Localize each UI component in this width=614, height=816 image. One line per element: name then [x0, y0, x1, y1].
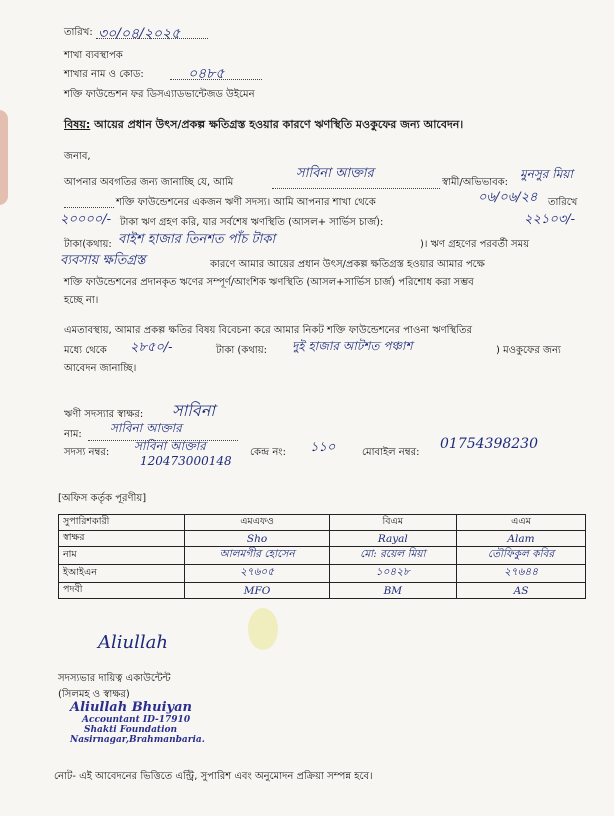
ein-mfo: ২৭৬০৫ — [185, 565, 329, 583]
table-row — [59, 531, 586, 547]
ein-am: ২৭৬৪৪ — [457, 565, 586, 583]
body-line1-b: স্বামী/অভিভাবক: — [442, 177, 509, 188]
body-line5-a: কারণে আমার আয়ের প্রধান উৎস/প্রকল্প ক্ষতিগ্রস্ত হওয়ার আমার পক্ষে — [210, 259, 485, 270]
signature-mfo: Sho — [185, 531, 329, 547]
date-label: তারিখ: — [64, 27, 93, 38]
accountant-title: সদস্যভার দায়িত্ব একাউন্টেন্ট — [58, 673, 171, 684]
stamp-line2: Accountant ID-17910 — [82, 715, 191, 725]
table-row — [59, 565, 586, 583]
mobile-label: মোবাইল নম্বর: — [362, 447, 420, 458]
signature-bm: Rayal — [329, 531, 456, 547]
date-value: ৩০/০৪/২০২৫ — [98, 26, 181, 42]
lead-line — [64, 207, 114, 208]
header-mfo: এমএফও — [185, 515, 329, 531]
mobile-value: 01754398230 — [440, 436, 538, 452]
para2-line2-a: মধ্যে থেকে — [64, 345, 107, 356]
stamp-name: Aliullah Bhuiyan — [70, 700, 192, 715]
body-line2-b: তারিখে — [548, 197, 578, 208]
table-row — [59, 547, 586, 565]
balance-words-hand: বাইশ হাজার তিনশত পাঁচ টাকা — [118, 232, 276, 247]
para2-line2-c: ) মওকুফের জন্য — [496, 345, 561, 356]
subject-line — [64, 116, 463, 135]
office-caption: [অফিস কর্তৃক পূরণীয়] — [58, 493, 147, 504]
guardian-name-hand: মুনসুর মিয়া — [520, 167, 573, 181]
center-label: কেন্দ্র নং: — [250, 447, 286, 458]
name-bm: মো: রয়েল মিয়া — [329, 547, 456, 565]
loan-amount-hand: ২০০০০/- — [60, 212, 112, 227]
signature-am: Alam — [457, 531, 586, 547]
header-bm: বিএম — [329, 515, 456, 531]
branch-code: ০৪৮৫ — [188, 66, 225, 82]
header-am: এএম — [457, 515, 586, 531]
header-recommender: সুপারিশকারী — [59, 515, 185, 531]
designation-am: AS — [457, 583, 586, 599]
para2-line3: আবেদন জানাচ্ছি। — [64, 363, 137, 374]
para2-line2-b: টাকা (কথায়: — [216, 345, 267, 356]
paper-stain — [248, 608, 278, 650]
accountant-signature: Aliullah — [98, 632, 168, 653]
finger-shadow — [0, 110, 8, 205]
body-line3-a: টাকা ঋণ গ্রহণ করি, যার সর্বশেষ ঋণস্থিতি (আসল+ সার্ভিস চার্জ): — [120, 217, 384, 228]
branch-label: শাখার নাম ও কোড: — [64, 69, 144, 80]
stamp-line4: Nasirnagar,Brahmanbaria. — [70, 735, 205, 745]
row-label: নাম — [59, 547, 185, 565]
name-am: তৌফিকুল কবির — [457, 547, 586, 565]
reason-hand: ব্যবসায় ক্ষতিগ্রস্ত — [60, 253, 146, 268]
ein-bm: ১০৪২৮ — [329, 565, 456, 583]
member-name-value: সাবিনা আক্তার — [110, 421, 182, 435]
designation-mfo: MFO — [185, 583, 329, 599]
member-sig-label: ঋণী সদস্যার স্বাক্ষর: — [64, 409, 144, 420]
office-table — [58, 514, 586, 599]
row-label: ইআইএন — [59, 565, 185, 583]
para2-line1: এমতাবস্থায়, আমার প্রকল্প ক্ষতির বিষয় বিবেচনা করে আমার নিকট শক্তি ফাউন্ডেশনের পাওনা ঋণস্থিতির — [64, 325, 473, 336]
body-line2-a: শক্তি ফাউন্ডেশনের একজন ঋণী সদস্য। আমি আপনার শাখা থেকে — [116, 197, 376, 208]
loan-date-hand: ০৬/০৬/২৪ — [478, 190, 538, 205]
org-name: শক্তি ফাউন্ডেশন ফর ডিসএ্যাডভান্টেজড উইমেন — [64, 89, 255, 100]
center-value: ১১০ — [310, 440, 336, 455]
designation-bm: BM — [329, 583, 456, 599]
body-line4-a: টাকা(কথায়: — [64, 239, 112, 250]
subject-text: আয়ের প্রধান উৎস/প্রকল্প ক্ষতিগ্রস্ত হওয়ার কারণে ঋণস্থিতি মওকুফের জন্য আবেদন। — [94, 118, 464, 131]
note: নোট- এই আবেদনের ভিত্তিতে এন্ট্রি, সুপারিশ এবং অনুমোদন প্রক্রিয়া সম্পন্ন হবে। — [54, 771, 373, 782]
subject-label: বিষয়: — [64, 118, 91, 131]
row-label: স্বাক্ষর — [59, 531, 185, 547]
salutation: জনাব, — [64, 151, 91, 162]
row-label: পদবী — [59, 583, 185, 599]
body-line4-b: )। ঋণ গ্রহণের পরবর্তী সময় — [420, 239, 530, 250]
member-name-label: নাম: — [64, 429, 82, 440]
accountant-sub: (সিলমহ ও স্বাক্ষর) — [58, 689, 130, 700]
accountant-stamp — [62, 700, 205, 745]
member-name-hand: সাবিনা আক্তার — [296, 166, 374, 181]
waiver-amount-hand: ২৮৫০/- — [130, 340, 173, 355]
member-signature: সাবিনা — [172, 401, 215, 420]
member-no-value2: 120473000148 — [140, 454, 232, 468]
body-line1-a: আপনার অবগতির জন্য জানাচ্ছি যে, আমি — [64, 177, 234, 188]
name-mfo: আলমগীর হোসেন — [185, 547, 329, 565]
body-line6: শক্তি ফাউন্ডেশনের প্রদানকৃত ঋণের সম্পূর্ণ/আংশিক ঋণস্থিতি (আসল+সার্ভিস চার্জ) পরিশোধ করা সম্ভব — [64, 277, 474, 288]
branch-line — [170, 79, 262, 80]
waiver-words-hand: দুই হাজার আটশত পঞ্চাশ — [292, 339, 413, 353]
member-no-label: সদস্য নম্বর: — [64, 447, 110, 458]
member-no-value: সাবিনা আক্তার — [134, 439, 206, 453]
body-line7: হচ্ছে না। — [64, 295, 99, 306]
office-table-header — [59, 515, 586, 531]
balance-hand: ২২১০৩/- — [524, 212, 576, 227]
date-line — [96, 38, 208, 39]
stamp-line3: Shakti Foundation — [84, 725, 178, 735]
branch-manager-label: শাখা ব্যবস্থাপক — [64, 50, 123, 61]
name-line — [272, 188, 440, 189]
table-row — [59, 583, 586, 599]
